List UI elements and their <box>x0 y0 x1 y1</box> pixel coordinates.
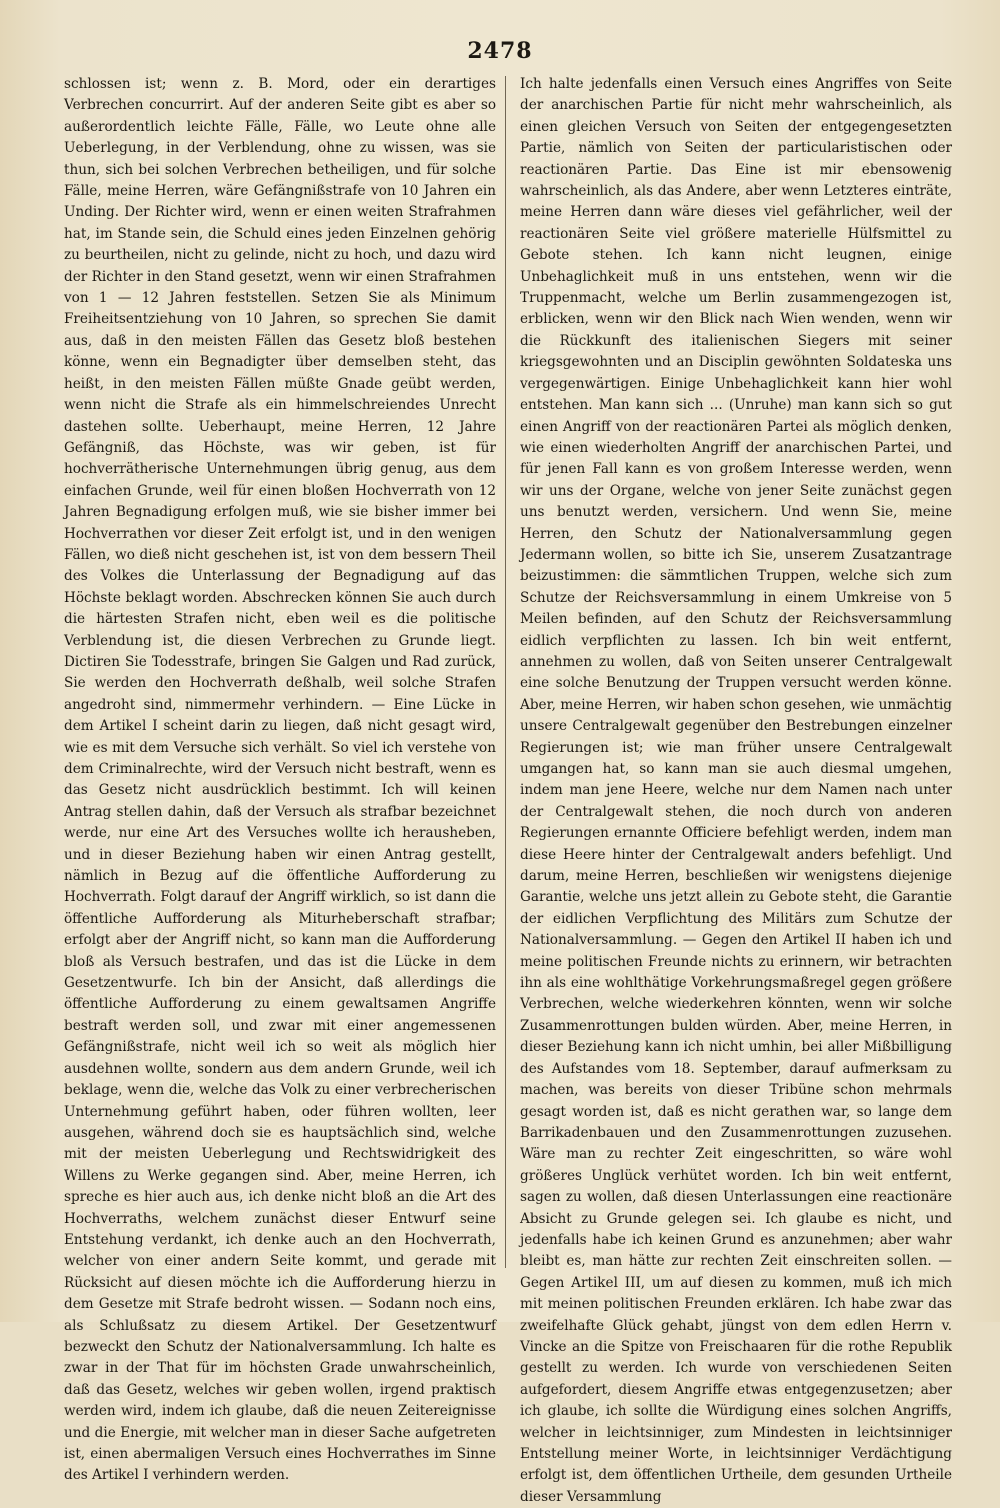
text-column-right <box>520 74 952 1505</box>
column-divider <box>505 76 506 1268</box>
column-text-left: schlossen ist; wenn z. B. Mord, oder ein derartiges Verbrechen concurrirt. Auf der anderen Seite gibt es aber so außerordentlich leichte Fälle, Fälle, wo Leute ohne alle Ueberlegung, in der Verblendung, ohne zu wissen, was sie thun, sich bei solchen Verbrechen betheiligen, und für solche Fälle, meine Herren, wäre Gefängnißstrafe von 10 Jahren ein Unding. Der Richter wird, wenn er einen weiten Strafrahmen hat, im Stande sein, die Schuld eines jeden Einzelnen gehörig zu beurtheilen, nicht zu gelinde, nicht zu hoch, und dazu wird der Richter in den Stand gesetzt, wenn wir einen Strafrahmen von 1 — 12 Jahren feststellen. Setzen Sie als Minimum Freiheitsentziehung von 10 Jahren, so sprechen Sie damit aus, daß in den meisten Fällen das Gesetz bloß bestehen könne, wenn ein Begnadigter über demselben steht, das heißt, in den meisten Fällen müßte Gnade geübt werden, wenn nicht die Strafe als ein himmelschreiendes Unrecht dastehen sollte. Ueberhaupt, meine Herren, 12 Jahre Gefängniß, das Höchste, was wir geben, ist für hochverrätherische Unternehmungen übrig genug, aus dem einfachen Grunde, weil für einen bloßen Hochverrath von 12 Jahren Begnadigung erfolgen muß, wie sie bisher immer bei Hochverrathen vor dieser Zeit erfolgt ist, und in den wenigen Fällen, wo dieß nicht geschehen ist, ist von dem bessern Theil des Volkes die Unterlassung der Begnadigung auf das Höchste beklagt worden. Abschrecken können Sie auch durch die härtesten Strafen nicht, eben weil es die politische Verblendung ist, die diesen Verbrechen zu Grunde liegt. Dictiren Sie Todesstrafe, bringen Sie Galgen und Rad zurück, Sie werden den Hochverrath deßhalb, weil solche Strafen angedroht sind, nimmermehr verhindern. — Eine Lücke in dem Artikel I scheint darin zu liegen, daß nicht gesagt wird, wie es mit dem Versuche sich verhält. So viel ich verstehe von dem Criminalrechte, wird der Versuch nicht bestraft, wenn es das Gesetz nicht ausdrücklich bestimmt. Ich will keinen Antrag stellen dahin, daß der Versuch als strafbar bezeichnet werde, nur eine Art des Versuches wollte ich herausheben, und in dieser Beziehung haben wir einen Antrag gestellt, nämlich in Bezug auf die öffentliche Aufforderung zu Hochverrath. Folgt darauf der Angriff wirklich, so ist dann die öffentliche Aufforderung als Miturheberschaft strafbar; erfolgt aber der Angriff nicht, so kann man die Aufforderung bloß als Versuch bestrafen, und das ist die Lücke in dem Gesetzentwurfe. Ich bin der Ansicht, daß allerdings die öffentliche Aufforderung zu einem gewaltsamen Angriffe bestraft werden soll, und zwar mit einer angemessenen Gefängnißstrafe, nicht weil ich so weit als möglich hier ausdehnen wollte, sondern aus dem andern Grunde, weil ich beklage, wenn die, welche das Volk zu einer verbrecherischen Unternehmung geführt haben, oder führen wollten, leer ausgehen, während doch sie es hauptsächlich sind, welche mit der meisten Ueberlegung und Rechtswidrigkeit des Willens zu Werke gegangen sind. Aber, meine Herren, ich spreche es hier auch aus, ich denke nicht bloß an die Art des Hochverraths, welchem zunächst dieser Entwurf seine Entstehung verdankt, ich denke auch an den Hochverrath, welcher von einer andern Seite kommt, und gerade mit Rücksicht auf diesen möchte ich die Aufforderung hierzu in dem Gesetze mit Strafe bedroht wissen. — Sodann noch eins, als Schlußsatz zu diesem Artikel. Der Gesetzentwurf bezweckt den Schutz der Nationalversammlung. Ich halte es zwar in der That für im höchsten Grade unwahrscheinlich, daß das Gesetz, welches wir geben wollen, irgend praktisch werden wird, indem ich glaube, daß die neuen Zeitereignisse und die Energie, mit welcher man in dieser Sache aufgetreten ist, einen abermaligen Versuch eines Hochverrathes im Sinne des Artikel I verhindern werden. <box>64 76 496 1484</box>
column-text-right: Ich halte jedenfalls einen Versuch eines Angriffes von Seite der anarchischen Partie für nicht mehr wahrscheinlich, als einen gleichen Versuch von Seiten der entgegengesetzten Partie, nämlich von Seiten der particularistischen oder reactionären Partie. Das Eine ist mir ebensowenig wahrscheinlich, als das Andere, aber wenn Letzteres einträte, meine Herren dann wäre dieses viel gefährlicher, weil der reactionären Seite viel größere materielle Hülfsmittel zu Gebote stehen. Ich kann nicht leugnen, einige Unbehaglichkeit muß in uns entstehen, wenn wir die Truppenmacht, welche um Berlin zusammengezogen ist, erblicken, wenn wir den Blick nach Wien wenden, wenn wir die Rückkunft des italienischen Siegers mit seiner kriegsgewohnten und an Disciplin gewöhnten Soldateska uns vergegenwärtigen. Einige Unbehaglichkeit kann hier wohl entstehen. Man kann sich ... (Unruhe) man kann sich so gut einen Angriff von der reactionären Partei als möglich denken, wie einen wiederholten Angriff der anarchischen Partei, und für jenen Fall kann es von großem Interesse werden, wenn wir uns der Organe, welche von jener Seite zunächst gegen uns benutzt werden, versichern. Und wenn Sie, meine Herren, den Schutz der Nationalversammlung gegen Jedermann wollen, so bitte ich Sie, unserem Zusatzantrage beizustimmen: die sämmtlichen Truppen, welche sich zum Schutze der Reichsversammlung in einem Umkreise von 5 Meilen befinden, auf den Schutz der Reichsversammlung eidlich verpflichten zu lassen. Ich bin weit entfernt, annehmen zu wollen, daß von Seiten unserer Centralgewalt eine solche Benutzung der Truppen versucht werden könne. Aber, meine Herren, wir haben schon gesehen, wie unmächtig unsere Centralgewalt gegenüber den Bestrebungen einzelner Regierungen ist; wie man früher unsere Centralgewalt umgangen hat, so kann man sie auch diesmal umgehen, indem man jene Heere, welche nur dem Namen nach unter der Centralgewalt stehen, die noch durch von anderen Regierungen ernannte Officiere befehligt werden, indem man diese Heere hinter der Centralgewalt anders befehligt. Und darum, meine Herren, beschließen wir wenigstens diejenige Garantie, welche uns jetzt allein zu Gebote steht, die Garantie der eidlichen Verpflichtung des Militärs zum Schutze der Nationalversammlung. — Gegen den Artikel II haben ich und meine politischen Freunde nichts zu erinnern, wir betrachten ihn als eine wohlthätige Vorkehrungsmaßregel gegen größere Verbrechen, welche wiederkehren könnten, wenn wir solche Zusammenrottungen bulden würden. Aber, meine Herren, in dieser Beziehung kann ich nicht umhin, bei aller Mißbilligung des Aufstandes vom 18. September, darauf aufmerksam zu machen, was bereits von dieser Tribüne schon mehrmals gesagt worden ist, daß es nicht gerathen war, so lange dem Barrikadenbauen und den Zusammenrottungen zuzusehen. Wäre man zu rechter Zeit eingeschritten, so wäre wohl größeres Unglück verhütet worden. Ich bin weit entfernt, sagen zu wollen, daß diesen Unterlassungen eine reactionäre Absicht zu Grunde gelegen sei. Ich glaube es nicht, und jedenfalls habe ich keinen Grund es anzunehmen; aber wahr bleibt es, man hätte zur rechten Zeit einschreiten sollen. — Gegen Artikel III, um auf diesen zu kommen, muß ich mich mit meinen politischen Freunden erklären. Ich habe zwar das zweifelhafte Glück gehabt, jüngst von dem edlen Herrn v. Vincke an die Spitze von Freischaaren für die rothe Republik gestellt zu werden. Ich wurde von verschiedenen Seiten aufgefordert, diesem Angriffe etwas entgegenzusetzen; aber ich glaube, ich sollte die Würdigung eines solchen Angriffs, welcher in leichtsinniger, zum Mindesten in leichtsinniger Entstellung meiner Worte, in leichtsinniger Verdächtigung erfolgt ist, dem öffentlichen Urtheile, dem gesunden Urtheile dieser Versammlung <box>520 76 952 1505</box>
text-column-left <box>64 74 496 1484</box>
page-number: 2478 <box>467 38 533 64</box>
